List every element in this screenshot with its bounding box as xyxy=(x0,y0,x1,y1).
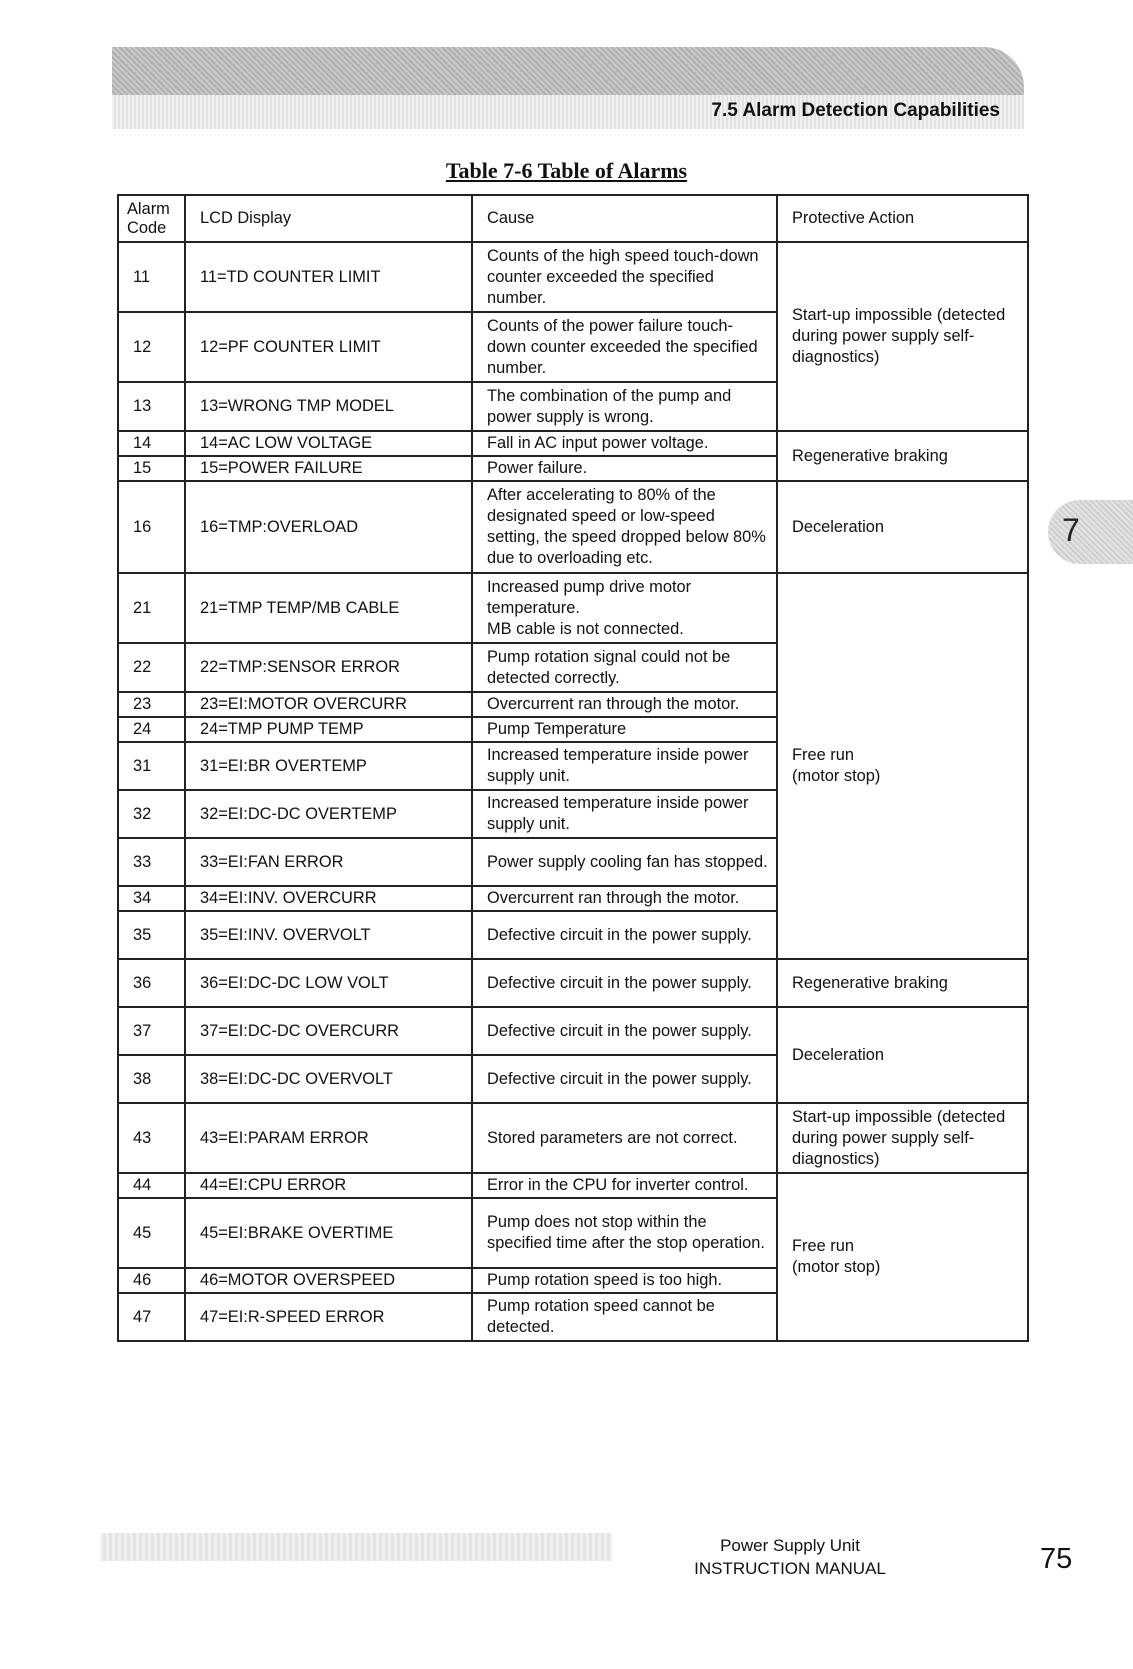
alarm-code: 13 xyxy=(118,382,185,431)
action-line: Free run xyxy=(792,1237,854,1255)
cause: Stored parameters are not correct. xyxy=(472,1103,777,1173)
cause: Power supply cooling fan has stopped. xyxy=(472,838,777,886)
alarm-code: 44 xyxy=(118,1173,185,1198)
lcd-display: 34=EI:INV. OVERCURR xyxy=(185,886,472,911)
lcd-display: 21=TMP TEMP/MB CABLE xyxy=(185,573,472,643)
lcd-display: 12=PF COUNTER LIMIT xyxy=(185,312,472,382)
cause xyxy=(472,573,777,643)
protective-action: Deceleration xyxy=(777,481,1028,573)
cause: Overcurrent ran through the motor. xyxy=(472,886,777,911)
column-header-lcd: LCD Display xyxy=(185,195,472,242)
lcd-display: 15=POWER FAILURE xyxy=(185,456,472,481)
cause: Counts of the high speed touch-down counter exceeded the specified number. xyxy=(472,242,777,312)
cause: Fall in AC input power voltage. xyxy=(472,431,777,456)
alarm-code: 43 xyxy=(118,1103,185,1173)
footer-bar xyxy=(100,1533,612,1561)
table-row xyxy=(118,431,1028,456)
table-row xyxy=(118,1103,1028,1173)
lcd-display: 36=EI:DC-DC LOW VOLT xyxy=(185,959,472,1007)
cause: Pump Temperature xyxy=(472,717,777,742)
cause: After accelerating to 80% of the designated speed or low-speed setting, the speed dropped below 80% due to overloading etc. xyxy=(472,481,777,573)
table-row xyxy=(118,573,1028,643)
cause: Pump rotation signal could not be detected correctly. xyxy=(472,643,777,692)
lcd-display: 22=TMP:SENSOR ERROR xyxy=(185,643,472,692)
cause: Increased temperature inside power supply unit. xyxy=(472,742,777,790)
alarm-code: 16 xyxy=(118,481,185,573)
alarm-code: 22 xyxy=(118,643,185,692)
header-banner xyxy=(112,47,1024,95)
cause: Pump does not stop within the specified time after the stop operation. xyxy=(472,1198,777,1268)
table-row xyxy=(118,1007,1028,1055)
alarm-code: 15 xyxy=(118,456,185,481)
alarm-code: 14 xyxy=(118,431,185,456)
alarm-code: 11 xyxy=(118,242,185,312)
alarm-code: 36 xyxy=(118,959,185,1007)
lcd-display: 46=MOTOR OVERSPEED xyxy=(185,1268,472,1293)
footer-manual-title xyxy=(640,1534,940,1580)
cause-line: MB cable is not connected. xyxy=(487,619,684,638)
alarm-code: 24 xyxy=(118,717,185,742)
alarm-table xyxy=(117,194,1029,1342)
alarm-code: 47 xyxy=(118,1293,185,1341)
cause: Increased temperature inside power supply unit. xyxy=(472,790,777,838)
alarm-code: 23 xyxy=(118,692,185,717)
alarm-code: 37 xyxy=(118,1007,185,1055)
cause: Counts of the power failure touch-down counter exceeded the specified number. xyxy=(472,312,777,382)
lcd-display: 14=AC LOW VOLTAGE xyxy=(185,431,472,456)
alarm-code: 46 xyxy=(118,1268,185,1293)
cause: Error in the CPU for inverter control. xyxy=(472,1173,777,1198)
lcd-display: 44=EI:CPU ERROR xyxy=(185,1173,472,1198)
cause: Defective circuit in the power supply. xyxy=(472,959,777,1007)
lcd-display: 43=EI:PARAM ERROR xyxy=(185,1103,472,1173)
alarm-code: 31 xyxy=(118,742,185,790)
alarm-code: 12 xyxy=(118,312,185,382)
column-header-cause: Cause xyxy=(472,195,777,242)
chapter-number: 7 xyxy=(1062,512,1080,548)
lcd-display: 45=EI:BRAKE OVERTIME xyxy=(185,1198,472,1268)
table-row xyxy=(118,1173,1028,1198)
protective-action: Regenerative braking xyxy=(777,959,1028,1007)
footer-line-2: INSTRUCTION MANUAL xyxy=(694,1559,886,1578)
cause: Pump rotation speed is too high. xyxy=(472,1268,777,1293)
alarm-code: 33 xyxy=(118,838,185,886)
lcd-display: 24=TMP PUMP TEMP xyxy=(185,717,472,742)
column-header-code: Alarm Code xyxy=(118,195,185,242)
lcd-display: 33=EI:FAN ERROR xyxy=(185,838,472,886)
table-row xyxy=(118,959,1028,1007)
alarm-code: 34 xyxy=(118,886,185,911)
cause: The combination of the pump and power supply is wrong. xyxy=(472,382,777,431)
lcd-display: 23=EI:MOTOR OVERCURR xyxy=(185,692,472,717)
protective-action: Start-up impossible (detected during power supply self-diagnostics) xyxy=(777,242,1028,431)
chapter-tab xyxy=(1048,500,1133,564)
table-header-row xyxy=(118,195,1028,242)
alarm-code: 21 xyxy=(118,573,185,643)
table-row xyxy=(118,242,1028,312)
lcd-display: 38=EI:DC-DC OVERVOLT xyxy=(185,1055,472,1103)
cause: Defective circuit in the power supply. xyxy=(472,1055,777,1103)
alarm-code: 32 xyxy=(118,790,185,838)
column-header-action: Protective Action xyxy=(777,195,1028,242)
lcd-display: 47=EI:R-SPEED ERROR xyxy=(185,1293,472,1341)
action-line: (motor stop) xyxy=(792,767,881,785)
page-number: 75 xyxy=(1040,1543,1073,1575)
protective-action: Deceleration xyxy=(777,1007,1028,1103)
cause: Overcurrent ran through the motor. xyxy=(472,692,777,717)
table-row xyxy=(118,481,1028,573)
lcd-display: 11=TD COUNTER LIMIT xyxy=(185,242,472,312)
lcd-display: 37=EI:DC-DC OVERCURR xyxy=(185,1007,472,1055)
action-line: Free run xyxy=(792,746,854,764)
lcd-display: 13=WRONG TMP MODEL xyxy=(185,382,472,431)
cause: Pump rotation speed cannot be detected. xyxy=(472,1293,777,1341)
lcd-display: 32=EI:DC-DC OVERTEMP xyxy=(185,790,472,838)
table-title: Table 7-6 Table of Alarms xyxy=(445,158,688,183)
protective-action: Start-up impossible (detected during power supply self-diagnostics) xyxy=(777,1103,1028,1173)
cause-line: Increased pump drive motor temperature. xyxy=(487,577,692,617)
alarm-code: 38 xyxy=(118,1055,185,1103)
cause: Defective circuit in the power supply. xyxy=(472,1007,777,1055)
cause: Defective circuit in the power supply. xyxy=(472,911,777,959)
alarm-code: 35 xyxy=(118,911,185,959)
protective-action: Regenerative braking xyxy=(777,431,1028,481)
cause: Power failure. xyxy=(472,456,777,481)
lcd-display: 31=EI:BR OVERTEMP xyxy=(185,742,472,790)
protective-action xyxy=(777,1173,1028,1341)
protective-action xyxy=(777,573,1028,959)
alarm-code: 45 xyxy=(118,1198,185,1268)
action-line: (motor stop) xyxy=(792,1258,881,1276)
lcd-display: 16=TMP:OVERLOAD xyxy=(185,481,472,573)
lcd-display: 35=EI:INV. OVERVOLT xyxy=(185,911,472,959)
footer-line-1: Power Supply Unit xyxy=(720,1536,860,1555)
section-title: 7.5 Alarm Detection Capabilities xyxy=(711,100,1000,121)
